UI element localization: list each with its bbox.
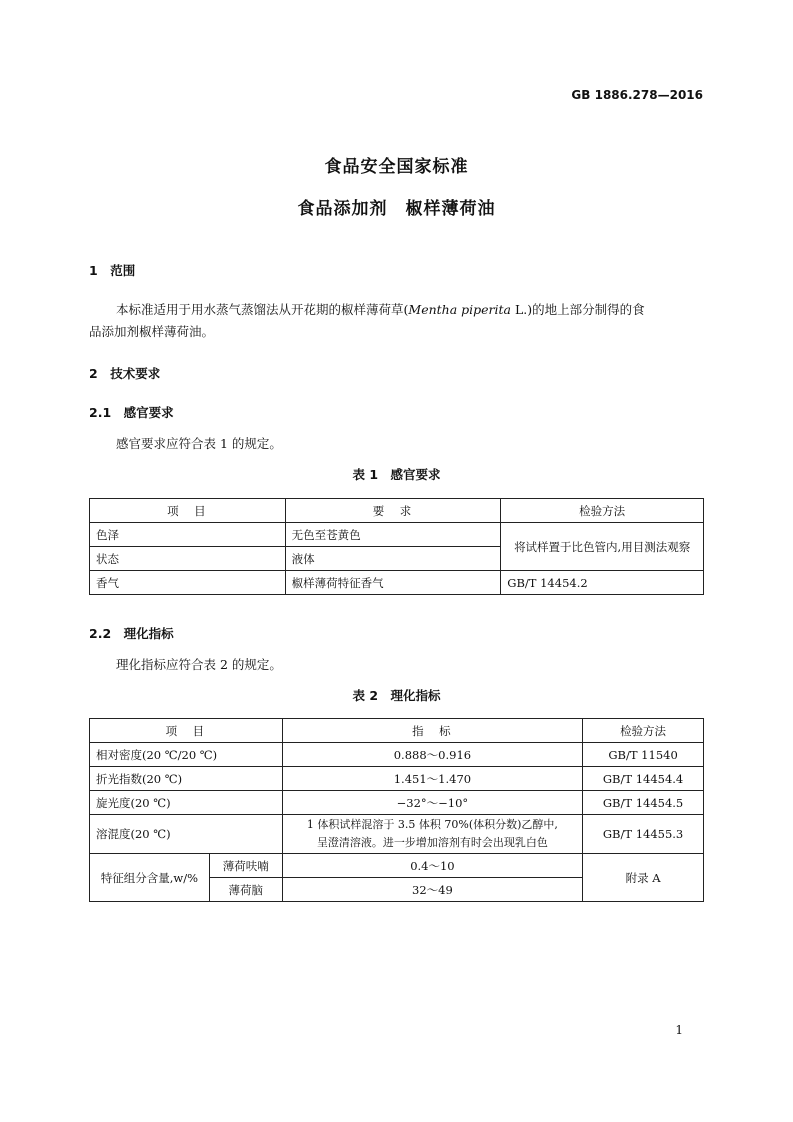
section-1-text-line2: 品添加剂椒样薄荷油。 [89,324,215,339]
table-row [90,523,704,547]
table-cell: 0.4～10 [282,854,582,878]
table-cell: 0.888～0.916 [282,743,582,767]
section-1-text-b: L.)的地上部分制得的食 [511,302,645,317]
table-cell: 特征组分含量,w/% [90,854,210,902]
standard-code: GB 1886.278—2016 [571,88,703,102]
table-cell: 折光指数(20 ℃) [90,767,283,791]
column-header: 检验方法 [501,499,704,523]
table-1-caption: 表 1 感官要求 [352,467,441,482]
miscibility-line-2: 呈澄清溶液。进一步增加溶剂有时会出现乳白色 [316,836,548,849]
table-cell: 色泽 [90,523,286,547]
table-row [90,791,704,815]
table-cell: 旋光度(20 ℃) [90,791,283,815]
section-2-heading: 2 技术要求 [89,366,161,381]
table-cell: GB/T 14454.4 [583,767,704,791]
table-cell: GB/T 11540 [583,743,704,767]
table-row [90,854,704,878]
table-cell: GB/T 14454.5 [583,791,704,815]
table-cell: −32°～−10° [282,791,582,815]
table-cell: 状态 [90,547,286,571]
table-1 [89,498,704,595]
section-1-latin-name: Mentha piperita [408,302,511,317]
table-cell: GB/T 14455.3 [583,815,704,854]
column-header: 指 标 [282,719,582,743]
section-2-1-paragraph: 感官要求应符合表 1 的规定。 [116,436,282,451]
table-row [90,743,704,767]
column-header: 项 目 [90,499,286,523]
table-cell [282,815,582,854]
table-2-caption: 表 2 理化指标 [352,688,441,703]
table-cell: 相对密度(20 ℃/20 ℃) [90,743,283,767]
table-cell: 液体 [285,547,501,571]
section-1-heading: 1 范围 [89,263,136,278]
table-header-row [90,719,704,743]
standard-title: 食品安全国家标准 [324,157,469,177]
table-cell: 薄荷呋喃 [209,854,282,878]
table-cell: 32～49 [282,878,582,902]
section-1-text-a: 本标准适用于用水蒸气蒸馏法从开花期的椒样薄荷草( [116,302,409,317]
column-header: 检验方法 [583,719,704,743]
document-title: 食品添加剂 椒样薄荷油 [297,199,496,219]
section-1-paragraph [89,299,704,343]
table-row [90,815,704,854]
table-cell: 将试样置于比色管内,用目测法观察 [501,523,704,571]
table-cell: 薄荷脑 [209,878,282,902]
table-cell: GB/T 14454.2 [501,571,704,595]
table-cell: 附录 A [583,854,704,902]
table-cell: 1.451～1.470 [282,767,582,791]
table-header-row [90,499,704,523]
column-header: 要 求 [285,499,501,523]
section-2-1-heading: 2.1 感官要求 [89,405,174,420]
column-header: 项 目 [90,719,283,743]
section-2-2-heading: 2.2 理化指标 [89,626,174,641]
table-row [90,571,704,595]
page-number: 1 [675,1023,683,1037]
table-cell: 椒样薄荷特征香气 [285,571,501,595]
section-2-2-paragraph: 理化指标应符合表 2 的规定。 [116,657,282,672]
table-2 [89,718,704,902]
table-cell: 无色至苍黄色 [285,523,501,547]
table-row [90,767,704,791]
table-cell: 溶混度(20 ℃) [90,815,283,854]
table-cell: 香气 [90,571,286,595]
miscibility-line-1: 1 体积试样混溶于 3.5 体积 70%(体积分数)乙醇中, [306,818,558,831]
